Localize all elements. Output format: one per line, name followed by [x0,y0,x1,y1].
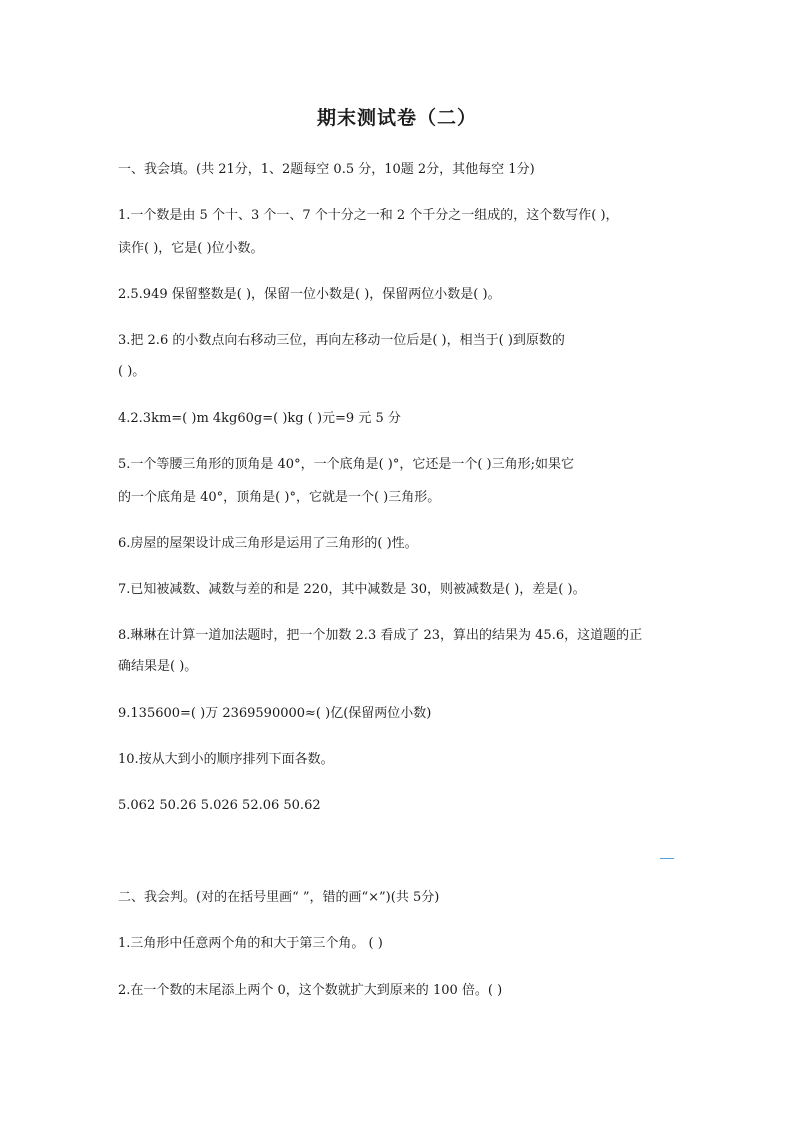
question-10: 10.按从大到小的顺序排列下面各数。 [118,752,334,767]
question-1-line-1: 1.一个数是由 5 个十、3 个一、7 个十分之一和 2 个千分之一组成的，这个数写作( )， [118,208,619,223]
question-6: 6.房屋的屋架设计成三角形是运用了三角形的( )性。 [118,536,418,551]
section1-heading: 一、我会填。(共 21分，1、2题每空 0.5 分，10题 2分，其他每空 1分) [118,162,535,177]
question-7: 7.已知被减数、减数与差的和是 220，其中减数是 30，则被减数是( )，差是( )。 [118,582,586,597]
question-3-line-1: 3.把 2.6 的小数点向右移动三位，再向左移动一位后是( )，相当于( )到原数的 [118,333,565,348]
question-5-line-1: 5.一个等腰三角形的顶角是 40°，一个底角是( )°，它还是一个( )三角形;如果它 [118,457,575,472]
question-5-line-2: 的一个底角是 40°，顶角是( )°，它就是一个( )三角形。 [118,490,441,505]
question-3-line-2: ( )。 [118,364,146,379]
question-2: 2.5.949 保留整数是( )，保留一位小数是( )，保留两位小数是( )。 [118,287,501,302]
judge-question-2: 2.在一个数的末尾添上两个 0，这个数就扩大到原来的 100 倍。( ) [118,983,503,998]
judge-question-1: 1.三角形中任意两个角的和大于第三个角。 ( ) [118,936,383,951]
question-8-line-2: 确结果是( )。 [118,659,198,674]
question-10-numbers: 5.062 50.26 5.026 52.06 50.62 [118,798,321,813]
question-9: 9.135600=( )万 2369590000≈( )亿(保留两位小数) [118,706,432,721]
question-8-line-1: 8.琳琳在计算一道加法题时，把一个加数 2.3 看成了 23，算出的结果为 45.6，这道题的正 [118,628,643,643]
blue-dash-mark [660,858,674,859]
question-1-line-2: 读作( )，它是( )位小数。 [118,241,264,256]
page-title: 期末测试卷（二） [316,107,477,129]
section2-heading: 二、我会判。(对的在括号里画“ ”，错的画“×”)(共 5分) [118,890,440,905]
question-4: 4.2.3km=( )m 4kg60g=( )kg ( )元=9 元 5 分 [118,411,401,426]
